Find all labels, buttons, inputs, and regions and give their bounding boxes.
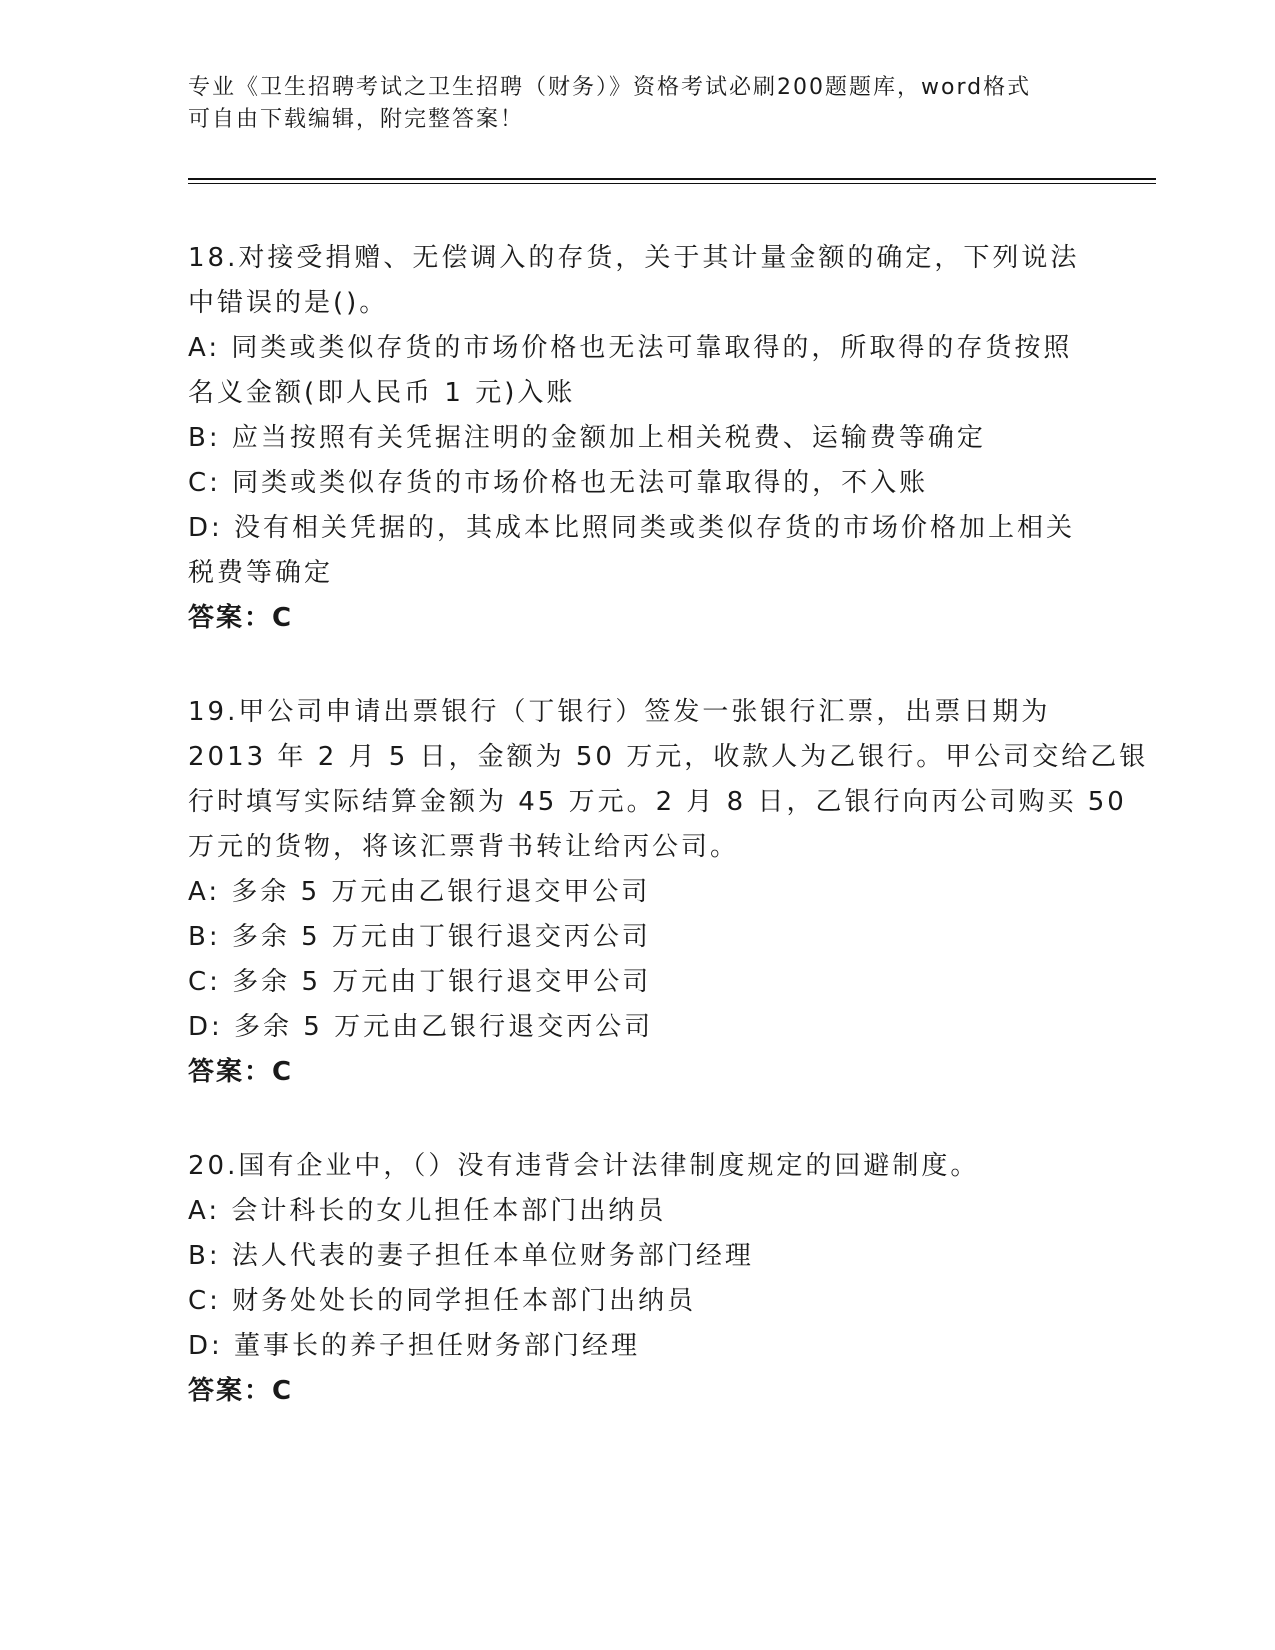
- header-line-1: 专业《卫生招聘考试之卫生招聘（财务）》资格考试必刷200题题库，word格式: [188, 75, 1032, 100]
- header-divider-thin: [188, 183, 1156, 184]
- option-a: A: 同类或类似存货的市场价格也无法可靠取得的，所取得的存货按照: [188, 333, 1073, 363]
- option-a: A: 多余 5 万元由乙银行退交甲公司: [188, 877, 651, 907]
- option-c: C: 同类或类似存货的市场价格也无法可靠取得的，不入账: [188, 468, 929, 498]
- option-c: C: 多余 5 万元由丁银行退交甲公司: [188, 967, 652, 997]
- option-a: A: 会计科长的女儿担任本部门出纳员: [188, 1196, 667, 1226]
- document-header: [188, 72, 1088, 136]
- question-18: [188, 236, 1088, 641]
- option-d-continued: 税费等确定: [188, 558, 334, 588]
- option-a-continued: 名义金额(即人民币 1 元)入账: [188, 378, 576, 408]
- option-b: B: 多余 5 万元由丁银行退交丙公司: [188, 922, 651, 952]
- question-19: [188, 690, 1149, 1095]
- answer-line: 答案：C: [188, 1376, 294, 1406]
- option-b: B: 应当按照有关凭据注明的金额加上相关税费、运输费等确定: [188, 423, 986, 453]
- header-divider-thick: [188, 178, 1156, 180]
- question-stem-line: 中错误的是()。: [188, 288, 389, 318]
- option-d: D: 多余 5 万元由乙银行退交丙公司: [188, 1012, 654, 1042]
- option-d: D: 董事长的养子担任财务部门经理: [188, 1331, 641, 1361]
- question-stem-line: 行时填写实际结算金额为 45 万元。2 月 8 日，乙银行向丙公司购买 50: [188, 787, 1127, 817]
- question-stem-line: 2013 年 2 月 5 日，金额为 50 万元，收款人为乙银行。甲公司交给乙银: [188, 742, 1149, 772]
- question-stem-line: 万元的货物，将该汇票背书转让给丙公司。: [188, 832, 740, 862]
- answer-line: 答案：C: [188, 1057, 294, 1087]
- answer-line: 答案：C: [188, 603, 294, 633]
- option-d: D: 没有相关凭据的，其成本比照同类或类似存货的市场价格加上相关: [188, 513, 1076, 543]
- option-b: B: 法人代表的妻子担任本单位财务部门经理: [188, 1241, 754, 1271]
- question-stem-line: 19.甲公司申请出票银行（丁银行）签发一张银行汇票，出票日期为: [188, 697, 1051, 727]
- question-stem-line: 18.对接受捐赠、无偿调入的存货，关于其计量金额的确定，下列说法: [188, 243, 1080, 273]
- question-stem-line: 20.国有企业中，（）没有违背会计法律制度规定的回避制度。: [188, 1151, 980, 1181]
- header-line-2: 可自由下载编辑，附完整答案！: [188, 107, 525, 132]
- option-c: C: 财务处处长的同学担任本部门出纳员: [188, 1286, 697, 1316]
- question-20: [188, 1144, 1088, 1414]
